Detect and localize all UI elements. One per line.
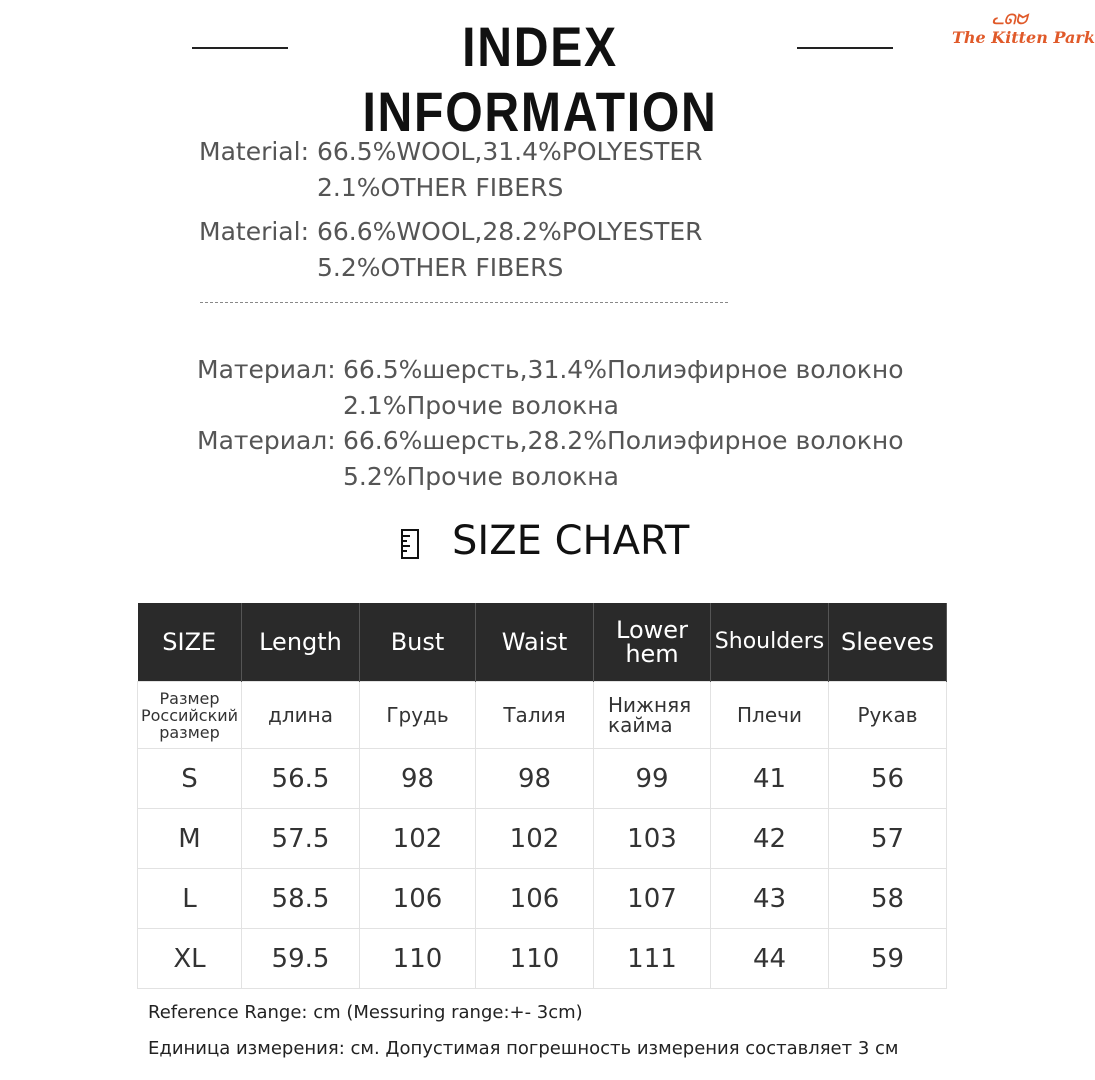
size-cell: S — [138, 749, 242, 809]
table-cell: 44 — [711, 929, 829, 989]
table-cell: 107 — [594, 869, 711, 929]
title-rule-left — [192, 47, 288, 49]
table-cell: 59.5 — [242, 929, 360, 989]
column-header-ru: Нижняя кайма — [594, 682, 711, 749]
table-cell: 99 — [594, 749, 711, 809]
column-header: Bust — [360, 603, 476, 682]
column-header-ru: Талия — [476, 682, 594, 749]
table-cell: 57.5 — [242, 809, 360, 869]
material-label: Material: — [199, 217, 309, 246]
material-line1: 66.5%WOOL,31.4%POLYESTER — [317, 137, 703, 166]
table-cell: 102 — [476, 809, 594, 869]
table-cell: 41 — [711, 749, 829, 809]
table-cell: 111 — [594, 929, 711, 989]
material-line2: 5.2%Прочие волокна — [343, 462, 619, 491]
column-header-ru: Плечи — [711, 682, 829, 749]
table-row — [138, 869, 947, 929]
table-cell: 58 — [829, 869, 947, 929]
table-row — [138, 809, 947, 869]
column-header-ru: Грудь — [360, 682, 476, 749]
size-cell: L — [138, 869, 242, 929]
table-cell: 98 — [476, 749, 594, 809]
column-header-ru: Размер Российский размер — [138, 682, 242, 749]
table-row — [138, 929, 947, 989]
material-label: Материал: — [197, 355, 336, 384]
table-cell: 56 — [829, 749, 947, 809]
material-line2: 5.2%OTHER FIBERS — [317, 253, 564, 282]
table-cell: 98 — [360, 749, 476, 809]
table-cell: 42 — [711, 809, 829, 869]
table-cell: 58.5 — [242, 869, 360, 929]
material-line1: 66.6%WOOL,28.2%POLYESTER — [317, 217, 703, 246]
table-cell: 110 — [476, 929, 594, 989]
table-cell: 106 — [476, 869, 594, 929]
logo-text: The Kitten Park — [952, 28, 1095, 47]
column-header: SIZE — [138, 603, 242, 682]
column-header: Lower hem — [594, 603, 711, 682]
material-label: Material: — [199, 137, 309, 166]
size-chart-title: SIZE CHART — [452, 518, 690, 564]
column-header: Waist — [476, 603, 594, 682]
material-line2: 2.1%OTHER FIBERS — [317, 173, 564, 202]
table-header-ru-row — [138, 682, 947, 749]
ruler-icon — [401, 529, 419, 559]
column-header: Sleeves — [829, 603, 947, 682]
table-cell: 56.5 — [242, 749, 360, 809]
table-cell: 43 — [711, 869, 829, 929]
title-rule-right — [797, 47, 893, 49]
column-header: Shoulders — [711, 603, 829, 682]
column-header: Length — [242, 603, 360, 682]
reference-note-en: Reference Range: cm (Messuring range:+- 3cm) — [148, 1002, 583, 1023]
material-line2: 2.1%Прочие волокна — [343, 391, 619, 420]
table-cell: 102 — [360, 809, 476, 869]
cat-icon: ᓚᘏᗢ — [992, 12, 1028, 28]
material-line1: 66.6%шерсть,28.2%Полиэфирное волокно — [343, 426, 904, 455]
page-title: INDEX INFORMATION — [362, 15, 718, 143]
size-table — [137, 603, 947, 989]
table-header-row — [138, 603, 947, 682]
table-cell: 106 — [360, 869, 476, 929]
material-label: Материал: — [197, 426, 336, 455]
column-header-ru: Рукав — [829, 682, 947, 749]
size-cell: XL — [138, 929, 242, 989]
brand-logo — [952, 12, 1095, 47]
table-row — [138, 749, 947, 809]
material-line1: 66.5%шерсть,31.4%Полиэфирное волокно — [343, 355, 904, 384]
table-cell: 59 — [829, 929, 947, 989]
reference-note-ru: Единица измерения: см. Допустимая погрешность измерения составляет 3 см — [148, 1038, 899, 1059]
table-cell: 57 — [829, 809, 947, 869]
size-cell: M — [138, 809, 242, 869]
table-cell: 103 — [594, 809, 711, 869]
table-cell: 110 — [360, 929, 476, 989]
column-header-ru: длина — [242, 682, 360, 749]
divider — [200, 302, 728, 303]
